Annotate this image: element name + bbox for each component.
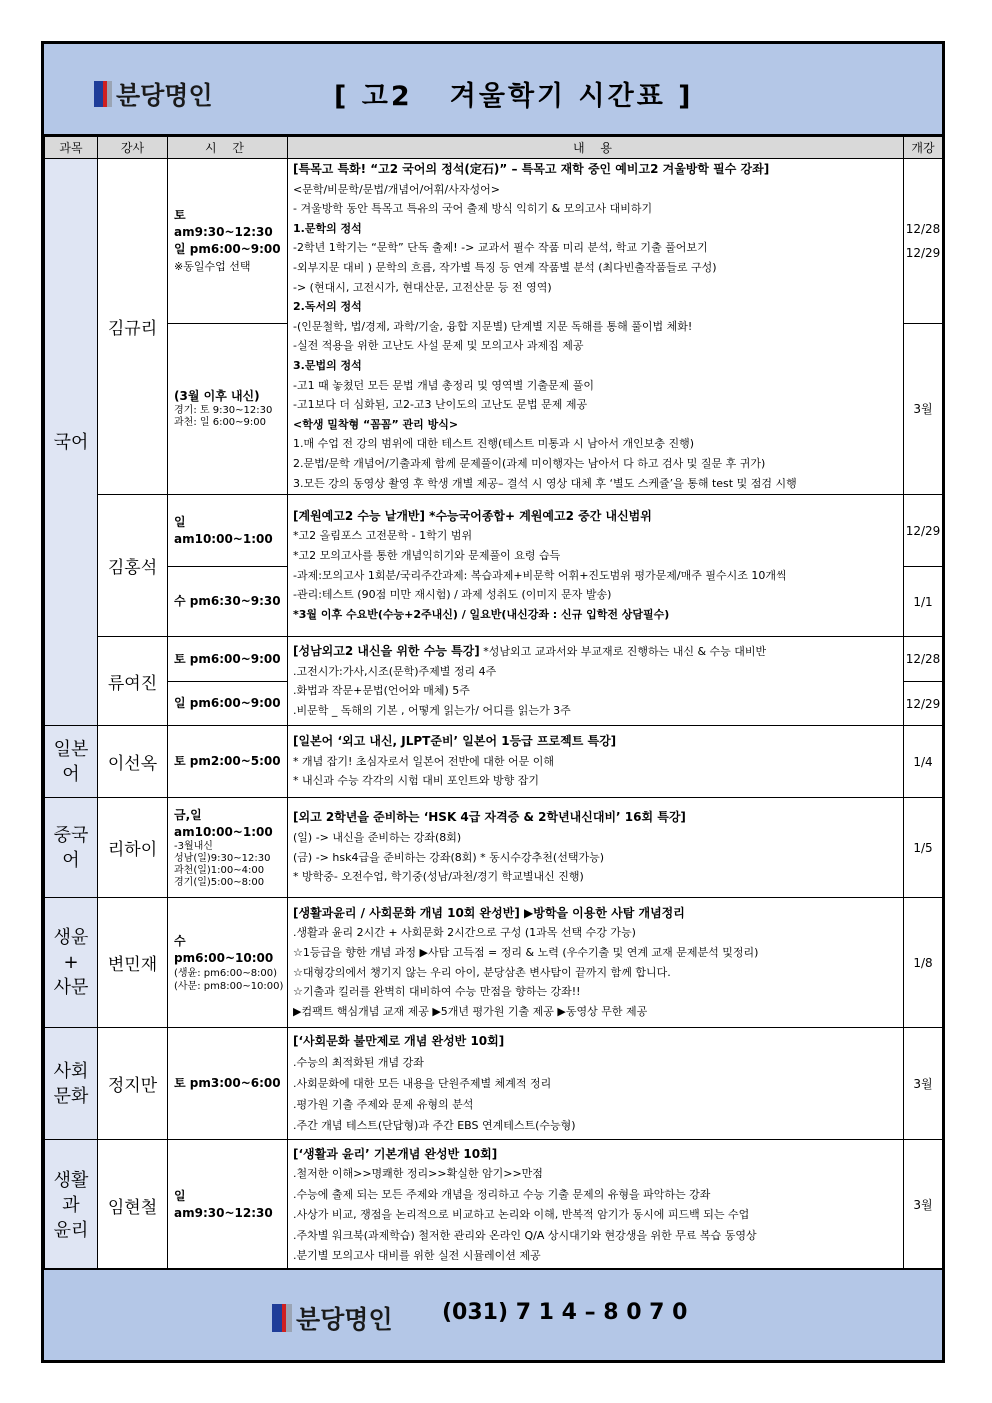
start-cell: 1/5	[904, 798, 943, 898]
time-line: 일 pm6:00~9:00	[174, 241, 281, 256]
teacher-cell: 변민재	[98, 898, 168, 1028]
time-note: (생윤: pm6:00~8:00)	[174, 967, 278, 979]
content-line: -과제:모의고사 1회분/국리주간과제: 복습과제+비문학 어휘+진도범위 평가문제/매주 필수시조 10개씩	[293, 568, 787, 582]
table-row	[45, 1140, 943, 1271]
time-cell: 토 pm2:00~5:00	[168, 726, 288, 798]
content-line: * 내신과 수능 각각의 시험 대비 포인트와 방향 잡기	[293, 774, 539, 788]
time-note: (사문: pm8:00~10:00)	[174, 980, 284, 992]
subject-cell: 사회 문화	[45, 1028, 98, 1140]
time-cell: 수 pm6:30~9:30	[168, 567, 288, 637]
content-line: .철저한 이해>>명쾌한 정리>>확실한 암기>>만점	[293, 1167, 543, 1181]
content-cell	[288, 898, 904, 1028]
content-line: <학생 밀착형 “꼼꼼” 관리 방식>	[293, 417, 459, 431]
content-line: 3.문법의 정석	[293, 358, 362, 372]
table-row	[45, 159, 943, 324]
course-heading: [‘생활과 윤리’ 기본개념 완성반 10회]	[293, 1146, 498, 1161]
column-header-subject: 과목	[45, 137, 98, 159]
content-line: -관리:테스트 (90점 미만 재시험) / 과제 성취도 (이미지 문자 발송)	[293, 588, 612, 602]
content-cell	[288, 1140, 904, 1271]
start-cell: 3월	[904, 1028, 943, 1140]
table-row	[45, 637, 943, 682]
time-cell: 토 pm6:00~9:00	[168, 637, 288, 682]
content-line: 1.문학의 정석	[293, 221, 362, 235]
course-heading: [성남외고2 내신을 위한 수능 특강]	[293, 643, 480, 658]
course-heading: [‘사회문화 불만제로 개념 완성반 10회]	[293, 1034, 505, 1049]
time-note: 성남(일)9:30~12:30	[174, 852, 271, 864]
content-cell	[288, 726, 904, 798]
content-line: -> (현대시, 고전시가, 현대산문, 고전산문 등 전 영역)	[293, 280, 552, 294]
footer-banner	[44, 1268, 942, 1360]
time-note: 경기: 토 9:30~12:30	[174, 405, 273, 417]
content-line: 3.모든 강의 동영상 촬영 후 학생 개별 제공– 결석 시 영상 대체 후 ‘별도 스케쥴’을 통해 test 및 점검 시행	[293, 476, 797, 490]
teacher-cell: 류여진	[98, 637, 168, 726]
start-date: 12/29	[905, 245, 941, 260]
content-line: .생활과 윤리 2시간 + 사회문화 2시간으로 구성 (1과목 선택 수강 가능)	[293, 926, 636, 940]
teacher-cell: 임현철	[98, 1140, 168, 1271]
timetable-frame	[41, 41, 945, 1363]
teacher-cell: 정지만	[98, 1028, 168, 1140]
teacher-cell: 이선옥	[98, 726, 168, 798]
time-note: 과천: 일 6:00~9:00	[174, 417, 266, 429]
course-heading: [생활과윤리 / 사회문화 개념 10회 완성반] ▶방학을 이용한 사탐 개념정리	[293, 905, 685, 920]
start-cell: 12/29	[904, 682, 943, 726]
subject-cell: 생윤 + 사문	[45, 898, 98, 1028]
teacher-cell: 김홍석	[98, 495, 168, 637]
start-cell: 1/4	[904, 726, 943, 798]
start-cell: 3월	[904, 1140, 943, 1271]
content-line: .고전시가:가사,시조(문학)주제별 정리 4주	[293, 664, 497, 678]
course-heading: [계원예고2 수능 낱개반] *수능국어종합+ 계원예고2 중간 내신범위	[293, 508, 652, 523]
course-heading-line	[293, 642, 898, 662]
time-line: 토 am9:30~12:30	[174, 207, 273, 239]
course-heading: [특목고 특화! “고2 국어의 정석(定石)” – 특목고 재학 중인 예비고2 겨울방학 필수 강좌]	[293, 162, 770, 176]
content-line: *고2 올림포스 고전문학 - 1학기 범위	[293, 529, 473, 543]
content-line: *고2 모의고사를 통한 개념익히기와 문제풀이 요령 습득	[293, 549, 561, 562]
content-line: -고1 때 놓쳤던 모든 문법 개념 총정리 및 영역별 기출문제 풀이	[293, 378, 594, 392]
content-line: ▶컴팩트 핵심개념 교재 제공 ▶5개년 평가원 기출 제공 ▶동영상 무한 제공	[293, 1004, 648, 1018]
time-note: 경기(일)5:00~8:00	[174, 876, 265, 888]
header-banner	[44, 44, 942, 136]
content-cell	[288, 159, 904, 495]
academy-logo-icon	[272, 1304, 292, 1332]
header-row	[45, 137, 943, 159]
column-header-time: 시 간	[168, 137, 288, 159]
footer-logo	[272, 1300, 393, 1336]
start-cell: 1/1	[904, 567, 943, 637]
subject-cell: 일본어	[45, 726, 98, 798]
time-note: -3월내신	[174, 840, 213, 852]
time-cell	[168, 798, 288, 898]
start-cell: 12/29	[904, 495, 943, 567]
content-line: * 방학중- 오전수업, 학기중(성남/과천/경기 학교별내신 진행)	[293, 870, 584, 884]
content-line: -고1보다 더 심화된, 고2-고3 난이도의 고난도 문법 문제 제공	[293, 398, 588, 412]
content-line: - 겨울방학 동안 특목고 특유의 국어 출제 방식 익히기 & 모의고사 대비하기	[293, 202, 653, 216]
time-line: 금,일	[174, 807, 202, 822]
time-line: (3월 이후 내신)	[174, 389, 260, 404]
page-title: [ 고2 겨울학기 시간표 ]	[334, 81, 694, 112]
content-line: .수능의 최적화된 개념 강좌	[293, 1056, 424, 1070]
content-line: (일) -> 내신을 준비하는 강좌(8회)	[293, 831, 462, 844]
teacher-cell: 김규리	[98, 159, 168, 495]
content-line: -(인문철학, 법/경제, 과학/기술, 융합 지문별) 단계별 지문 독해를 통해 풀이법 체화!	[293, 319, 693, 333]
subject-cell: 중국어	[45, 798, 98, 898]
content-line: .사회문화에 대한 모든 내용을 단원주제별 체계적 정리	[293, 1077, 552, 1091]
teacher-cell: 리하이	[98, 798, 168, 898]
header-logo	[94, 76, 213, 112]
content-line: <문학/비문학/문법/개념어/어휘/사자성어>	[293, 182, 500, 196]
time-cell	[168, 898, 288, 1028]
content-line: .비문학 _ 독해의 기본 , 어떻게 읽는가/ 어디를 읽는가 3주	[293, 703, 571, 717]
header-logo-text: 분당명인	[116, 81, 213, 110]
phone-number: (031) 7 1 4 – 8 0 7 0	[442, 1300, 688, 1325]
content-line: ☆대형강의에서 챙기지 않는 우리 아이, 분당삼촌 변사탐이 끝까지 함께 합니다.	[293, 965, 671, 979]
timetable	[44, 136, 943, 1271]
content-line: .수능에 출제 되는 모든 주제와 개념을 정리하고 수능 기출 문제의 유형을 파악하는 강좌	[293, 1187, 711, 1201]
start-cell: 1/8	[904, 898, 943, 1028]
content-line: -2학년 1학기는 “문학” 단독 출제! -> 교과서 필수 작품 미리 분석, 학교 기출 풀어보기	[293, 241, 708, 255]
column-header-start: 개강	[904, 137, 943, 159]
content-line: * 개념 잡기! 초심자로서 일본어 전반에 대한 어문 이해	[293, 754, 555, 768]
content-line: ☆기출과 킬러를 완벽히 대비하여 수능 만점을 향하는 강좌!!	[293, 985, 581, 999]
content-line: .평가원 기출 주제와 문제 유형의 분석	[293, 1098, 474, 1112]
content-line: 2.독서의 정석	[293, 300, 362, 314]
table-row	[45, 898, 943, 1028]
table-row	[45, 726, 943, 798]
course-heading-note: *성남외고 교과서와 부교재로 진행하는 내신 & 수능 대비반	[479, 644, 767, 658]
time-cell	[168, 159, 288, 324]
content-line: .사상가 비교, 쟁점을 논리적으로 비교하고 논리와 이해, 반복적 암기가 동시에 피드백 되는 수업	[293, 1208, 750, 1222]
content-line: 1.매 수업 전 강의 범위에 대한 테스트 진행(테스트 미통과 시 남아서 개인보충 진행)	[293, 437, 695, 451]
subject-cell: 생활 과 윤리	[45, 1140, 98, 1271]
column-header-content: 내 용	[288, 137, 904, 159]
start-cell: 12/28	[904, 637, 943, 682]
column-header-teacher: 강사	[98, 137, 168, 159]
time-line: am10:00~1:00	[174, 824, 273, 839]
content-cell	[288, 637, 904, 726]
content-line: -실전 적용을 위한 고난도 사설 문제 및 모의고사 과제집 제공	[293, 339, 584, 353]
content-line: .분기별 모의고사 대비를 위한 실전 시뮬레이션 제공	[293, 1249, 541, 1263]
time-note: 과천(일)1:00~4:00	[174, 864, 265, 876]
footer-logo-text: 분당명인	[296, 1305, 393, 1334]
content-line: *3월 이후 수요반(수능+2주내신) / 일요반(내신강좌 : 신규 입학전 상담필수)	[293, 607, 670, 621]
start-cell: 3월	[904, 323, 943, 495]
content-line: (금) -> hsk4급을 준비하는 강좌(8회) * 동시수강추천(선택가능)	[293, 850, 605, 864]
content-line: .화법과 작문+문법(언어와 매체) 5주	[293, 684, 470, 698]
subject-cell: 국어	[45, 159, 98, 726]
content-cell	[288, 495, 904, 637]
table-row	[45, 495, 943, 567]
academy-logo-icon	[94, 81, 112, 107]
start-cell	[904, 159, 943, 324]
content-line: ☆1등급을 향한 개념 과정 ▶사탐 고득점 = 정리 & 노력 (우수기출 및 연계 교재 문제분석 및정리)	[293, 946, 759, 959]
content-line: -외부지문 대비 ) 문학의 흐름, 작가별 특징 등 연계 작품별 분석 (최다빈출작품들로 구성)	[293, 260, 717, 274]
time-line: 수 pm6:00~10:00	[174, 933, 274, 965]
time-cell: 토 pm3:00~6:00	[168, 1028, 288, 1140]
table-row	[45, 1028, 943, 1140]
start-date: 12/28	[905, 221, 941, 236]
content-cell	[288, 1028, 904, 1140]
content-line: .주차별 워크북(과제학습) 철저한 관리와 온라인 Q/A 상시대기와 현강생을 위한 무료 복습 동영상	[293, 1228, 757, 1242]
content-cell	[288, 798, 904, 898]
content-line: 2.문법/문학 개념어/기출과제 함께 문제풀이(과제 미이행자는 남아서 다 하고 검사 및 질문 후 귀가)	[293, 456, 766, 470]
time-cell: 일 am9:30~12:30	[168, 1140, 288, 1271]
course-heading: [외고 2학년을 준비하는 ‘HSK 4급 자격증 & 2학년내신대비’ 16회 특강]	[293, 810, 686, 825]
course-heading: [일본어 ‘외고 내신, JLPT준비’ 일본어 1등급 프로젝트 특강]	[293, 734, 617, 749]
table-row	[45, 798, 943, 898]
time-cell	[168, 323, 288, 495]
content-line: .주간 개념 테스트(단답형)과 주간 EBS 연계테스트(수능형)	[293, 1119, 576, 1133]
time-cell: 일 pm6:00~9:00	[168, 682, 288, 726]
time-note: ※동일수업 선택	[174, 259, 251, 273]
time-cell: 일 am10:00~1:00	[168, 495, 288, 567]
